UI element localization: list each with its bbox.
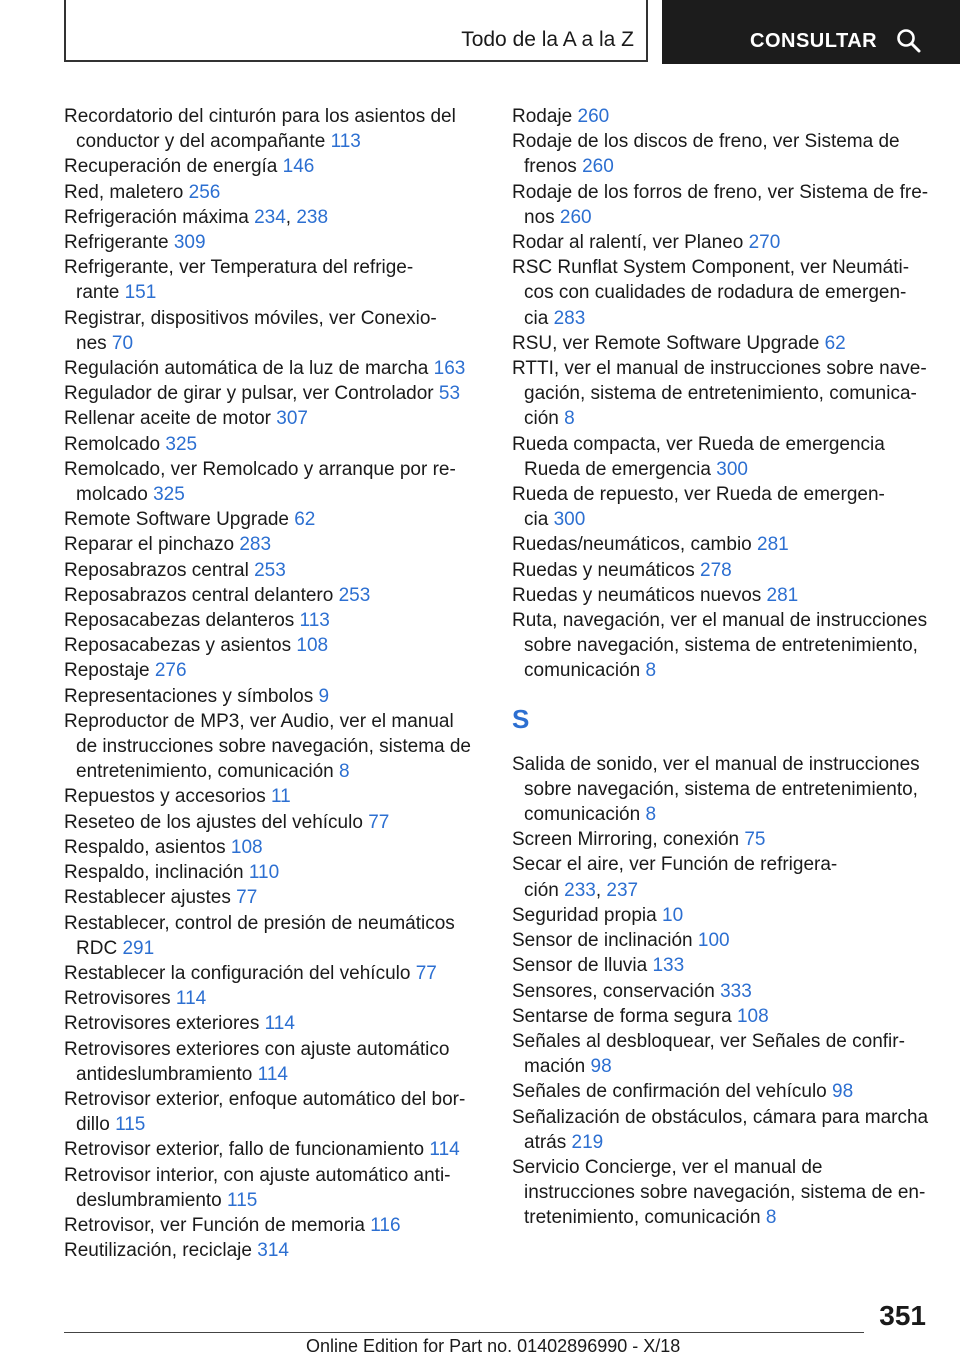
- page-reference-link[interactable]: 108: [736, 1005, 769, 1027]
- index-entry: [64, 583, 480, 608]
- page-reference-link[interactable]: 10: [662, 904, 684, 926]
- page-reference-link[interactable]: 77: [415, 962, 437, 984]
- index-entry-text: cia: [524, 509, 554, 531]
- page-reference-link[interactable]: 8: [765, 1207, 777, 1229]
- index-entry-text: Reposabrazos central: [64, 559, 255, 581]
- index-entry-text: Repostaje: [64, 660, 155, 682]
- index-entry: [64, 104, 480, 154]
- page-reference-link[interactable]: 114: [175, 988, 207, 1010]
- index-entry-text: Sensores, conservación: [512, 980, 721, 1002]
- index-entry-text: dillo: [76, 1114, 116, 1136]
- index-entry: [64, 709, 480, 785]
- page-reference-link[interactable]: 233: [564, 879, 596, 901]
- index-entry-text: Sentarse de forma segura: [512, 1005, 737, 1027]
- consult-button[interactable]: [662, 0, 960, 64]
- index-entry-text: deslumbramiento: [76, 1189, 228, 1211]
- page-reference-link[interactable]: 115: [227, 1189, 258, 1211]
- index-entry-text: Retrovisor interior, con ajuste automático anti-: [64, 1164, 451, 1186]
- index-entry-text: Sensor de lluvia: [512, 955, 653, 977]
- index-entry-text: Restablecer, control de presión de neumáticos: [64, 912, 455, 934]
- page-reference-link[interactable]: 77: [368, 811, 390, 833]
- index-entry: [512, 104, 932, 129]
- page-reference-link[interactable]: 8: [564, 408, 575, 430]
- index-entry-text: RDC: [76, 937, 123, 959]
- index-entry-text: Rueda de repuesto, ver Rueda de emergen-: [512, 484, 885, 506]
- index-entry: [512, 331, 932, 356]
- page-reference-link[interactable]: 260: [559, 206, 592, 228]
- index-entry: [512, 255, 932, 331]
- index-entry-text: RSC Runflat System Component, ver Neumáti-: [512, 257, 910, 279]
- index-entry: [64, 658, 480, 683]
- index-entry-text: RTTI, ver el manual de instrucciones sobre nave-: [512, 358, 927, 380]
- index-entry-text: Retrovisor exterior, enfoque automático del bor-: [64, 1088, 466, 1110]
- index-entry-text: comunicación: [524, 660, 646, 682]
- index-entry: [64, 180, 480, 205]
- index-entry: [64, 457, 480, 507]
- index-entry: [512, 1079, 932, 1104]
- index-entry: [64, 784, 480, 809]
- page-reference-link[interactable]: 133: [652, 955, 685, 977]
- index-entry-text: RSU, ver Remote Software Upgrade: [512, 332, 825, 354]
- index-entry-text: frenos: [524, 156, 583, 178]
- index-entry: Refrigeración máxima 234, 238: [64, 206, 329, 228]
- footer-divider: [64, 1332, 864, 1333]
- index-entry: [64, 381, 480, 406]
- index-entry: [512, 532, 932, 557]
- index-entry: [64, 835, 480, 860]
- index-entry-text: Recuperación de energía: [64, 156, 283, 178]
- index-entry-text: Reposabrazos central delantero: [64, 584, 339, 606]
- index-entry: [64, 885, 480, 910]
- page-reference-link[interactable]: 237: [606, 879, 639, 901]
- index-entry: [64, 507, 480, 532]
- index-entry-text: Reseteo de los ajustes del vehículo: [64, 811, 369, 833]
- index-entry: [64, 1037, 480, 1087]
- page-reference-link[interactable]: 151: [124, 282, 157, 304]
- index-entry: Secar el aire, ver Función de refrigera- ción 233, 237: [512, 854, 838, 901]
- index-entry: [64, 356, 480, 381]
- page-reference-link[interactable]: 333: [720, 980, 752, 1002]
- index-entry: [64, 432, 480, 457]
- index-entry: [512, 180, 932, 230]
- page-reference-link[interactable]: 116: [370, 1214, 401, 1236]
- footer-edition: Online Edition for Part no. 01402896990 - X/18: [306, 1336, 681, 1356]
- index-entry: [64, 810, 480, 835]
- index-entry: [512, 356, 932, 432]
- index-entry-text: cia: [524, 307, 554, 329]
- page-reference-link[interactable]: 238: [296, 206, 329, 228]
- page-reference-link[interactable]: 53: [438, 383, 461, 405]
- page-reference-link[interactable]: 278: [700, 559, 732, 581]
- page-reference-link[interactable]: 300: [553, 509, 586, 531]
- index-entry-text: Rodaje de los discos de freno, ver Sistema de: [512, 131, 900, 153]
- index-entry-text: mación: [524, 1056, 591, 1078]
- index-entry: [512, 979, 932, 1004]
- index-entry-text: Secar el aire, ver Función de refrigera-: [512, 854, 838, 876]
- index-entry-text: Recordatorio del cinturón para los asientos del: [64, 106, 456, 127]
- index-entry: [64, 255, 480, 305]
- index-entry: [64, 961, 480, 986]
- index-entry-text: Restablecer la configuración del vehículo: [64, 962, 416, 984]
- page-reference-link[interactable]: 291: [122, 937, 155, 959]
- index-entry-text: Registrar, dispositivos móviles, ver Conexio-: [64, 307, 437, 329]
- index-entry-text: Repuestos y accesorios: [64, 786, 271, 808]
- index-entry: [64, 633, 480, 658]
- page-reference-link[interactable]: 325: [165, 433, 198, 455]
- index-entry: [512, 583, 932, 608]
- index-group-r: [512, 104, 932, 684]
- index-entry-text: Rueda compacta, ver Rueda de emergencia: [512, 433, 885, 455]
- index-column-right: [512, 104, 932, 1231]
- index-entry-text: Señales al desbloquear, ver Señales de confir-: [512, 1030, 905, 1052]
- index-entry-text: tretenimiento, comunicación: [524, 1207, 766, 1229]
- page-reference-link[interactable]: 281: [766, 584, 799, 606]
- index-entry-text: Ruedas y neumáticos nuevos: [512, 584, 767, 606]
- index-entry: [64, 1238, 480, 1263]
- search-icon: [896, 28, 922, 54]
- index-entry-text: Refrigeración máxima: [64, 206, 255, 228]
- index-entry: [64, 986, 480, 1011]
- index-entry-text: Rueda de emergencia: [524, 458, 717, 480]
- index-entry-text: Reutilización, reciclaje: [64, 1240, 258, 1262]
- index-entry: [64, 154, 480, 179]
- index-entry-text: sobre navegación, sistema de entretenimiento,: [524, 635, 918, 657]
- index-entry-text: Rodaje: [512, 106, 578, 127]
- index-column-left: [64, 104, 480, 1263]
- index-entry: [512, 558, 932, 583]
- index-entry: [512, 953, 932, 978]
- index-entry-text: de instrucciones sobre navegación, sistema de: [76, 736, 472, 758]
- page-reference-link[interactable]: 114: [429, 1139, 460, 1161]
- index-entry-text: Ruta, navegación, ver el manual de instrucciones: [512, 610, 928, 632]
- page-number: 351: [879, 1300, 926, 1331]
- index-entry: [512, 129, 932, 179]
- index-entry-text: Refrigerante: [64, 232, 174, 254]
- index-entry-text: gación, sistema de entretenimiento, comunica-: [524, 383, 917, 405]
- page-reference-link[interactable]: 281: [757, 534, 789, 556]
- page-reference-link[interactable]: 283: [553, 307, 586, 329]
- index-entry: [512, 608, 932, 684]
- page-reference-link[interactable]: 253: [254, 559, 286, 581]
- page-reference-link[interactable]: 260: [582, 156, 614, 178]
- index-entry-text: Reposacabezas delanteros: [64, 610, 300, 632]
- index-entry-text: Respaldo, asientos: [64, 836, 231, 858]
- index-entry-text: Reposacabezas y asientos: [64, 635, 297, 657]
- index-entry-text: Retrovisores exteriores con ajuste automático: [64, 1038, 450, 1060]
- index-entry-text: nes: [76, 332, 112, 354]
- index-entry-text: Señales de confirmación del vehículo: [512, 1081, 833, 1103]
- index-entry-text: Sensor de inclinación: [512, 930, 698, 952]
- index-entry-text: Salida de sonido, ver el manual de instrucciones: [512, 753, 920, 775]
- index-entry-text: Servicio Concierge, ver el manual de: [512, 1156, 823, 1178]
- index-entry: [512, 928, 932, 953]
- page-reference-link[interactable]: 276: [154, 660, 187, 682]
- index-entry: [512, 1029, 932, 1079]
- index-entry-text: Ruedas y neumáticos: [512, 559, 700, 581]
- index-entry: [64, 230, 480, 255]
- index-entry-text: Retrovisores: [64, 988, 176, 1010]
- page-reference-link[interactable]: 283: [239, 534, 272, 556]
- page-reference-link[interactable]: 98: [832, 1081, 854, 1103]
- page-reference-link[interactable]: 8: [338, 761, 350, 783]
- index-entry: [64, 406, 480, 431]
- index-entry: [64, 1137, 480, 1162]
- page-reference-link[interactable]: 9: [318, 685, 330, 707]
- index-entry-text: cos con cualidades de rodadura de emergen-: [524, 282, 907, 304]
- page-reference-link[interactable]: 270: [748, 232, 781, 254]
- index-entry-text: Red, maletero: [64, 181, 189, 203]
- page-reference-link[interactable]: 234: [254, 206, 286, 228]
- index-entry: [64, 306, 480, 356]
- index-entry-text: atrás: [524, 1131, 572, 1153]
- page-reference-link[interactable]: 300: [716, 458, 748, 480]
- page-reference-link[interactable]: 75: [744, 829, 766, 851]
- page-reference-link[interactable]: 108: [230, 836, 263, 858]
- section-letter-s: S: [512, 703, 530, 734]
- page-reference-link[interactable]: 314: [257, 1240, 289, 1262]
- index-entry-text: Rellenar aceite de motor: [64, 408, 277, 430]
- page-reference-link[interactable]: 62: [294, 509, 316, 531]
- index-entry-text: Refrigerante, ver Temperatura del refrige-: [64, 257, 414, 279]
- index-entry-text: Reparar el pinchazo: [64, 534, 240, 556]
- index-entry-text: Rodaje de los forros de freno, ver Sistema de fre-: [512, 181, 929, 203]
- index-entry-text: nos: [524, 206, 560, 228]
- index-entry-text: Seguridad propia: [512, 904, 662, 926]
- page-reference-link[interactable]: 8: [645, 660, 657, 682]
- index-tab-label: Todo de la A a la Z: [461, 28, 634, 51]
- consult-label: CONSULTAR: [750, 30, 878, 52]
- index-entry: [512, 752, 932, 828]
- index-entry-text: Respaldo, inclinación: [64, 862, 249, 884]
- index-entry: [64, 608, 480, 633]
- index-entry: [64, 1213, 480, 1238]
- index-entry-text: Retrovisor, ver Función de memoria: [64, 1214, 371, 1236]
- page-reference-link[interactable]: 163: [433, 358, 466, 380]
- page-reference-link[interactable]: 256: [188, 181, 221, 203]
- index-entry: [512, 482, 932, 532]
- index-entry-text: ción: [524, 408, 565, 430]
- index-entry-text: Regulador de girar y pulsar, ver Controlador: [64, 383, 439, 405]
- index-entry: [64, 1087, 480, 1137]
- page-reference-link[interactable]: 98: [590, 1056, 612, 1078]
- index-entry: [512, 1004, 932, 1029]
- index-entry: [512, 230, 932, 255]
- page-reference-link[interactable]: 309: [173, 232, 206, 254]
- index-entry-text: Remolcado, ver Remolcado y arranque por re-: [64, 458, 456, 480]
- index-entry-text: Señalización de obstáculos, cámara para marcha: [512, 1106, 929, 1128]
- index-entry-text: Ruedas/neumáticos, cambio: [512, 534, 758, 556]
- index-entry: [64, 1163, 480, 1213]
- page-reference-link[interactable]: 108: [296, 635, 329, 657]
- index-tab[interactable]: [64, 0, 648, 62]
- index-entry-text: Representaciones y símbolos: [64, 685, 319, 707]
- index-entry-text: instrucciones sobre navegación, sistema de en-: [524, 1182, 926, 1204]
- index-entry: [64, 532, 480, 557]
- index-entry: [512, 1155, 932, 1231]
- page-reference-link[interactable]: 114: [257, 1063, 288, 1085]
- page-reference-link[interactable]: 110: [248, 862, 280, 884]
- index-entry-text: antideslumbramiento: [76, 1063, 258, 1085]
- index-entry: [64, 1011, 480, 1036]
- index-entry: [512, 827, 932, 852]
- index-entry-text: conductor y del acompañante: [76, 131, 331, 153]
- page-reference-link[interactable]: 8: [645, 804, 657, 826]
- page-reference-link[interactable]: 115: [115, 1114, 146, 1136]
- index-entry-text: Regulación automática de la luz de marcha: [64, 358, 434, 380]
- index-entry-text: molcado: [76, 484, 154, 506]
- index-entry: [512, 432, 932, 482]
- index-entry: [64, 684, 480, 709]
- index-entry-text: Retrovisores exteriores: [64, 1013, 265, 1035]
- page-reference-link[interactable]: 62: [824, 332, 846, 354]
- page-reference-link[interactable]: 113: [299, 610, 330, 632]
- index-entry-text: Remote Software Upgrade: [64, 509, 295, 531]
- page-header: [0, 0, 960, 66]
- page-reference-link[interactable]: 219: [571, 1131, 604, 1153]
- page-reference-link[interactable]: 260: [577, 106, 610, 127]
- page-reference-link[interactable]: 77: [236, 887, 258, 909]
- index-entry: [64, 911, 480, 961]
- page-reference-link[interactable]: 114: [264, 1013, 295, 1035]
- index-entry-text: sobre navegación, sistema de entretenimiento,: [524, 778, 918, 800]
- page-reference-link[interactable]: 113: [330, 131, 361, 153]
- page-reference-link[interactable]: 325: [153, 484, 185, 506]
- page-reference-link[interactable]: 11: [271, 786, 291, 808]
- index-entry: [512, 1105, 932, 1155]
- index-entry-text: Rodar al ralentí, ver Planeo: [512, 232, 749, 254]
- index-entry-text: ción: [524, 879, 565, 901]
- index-entry-text: Remolcado: [64, 433, 166, 455]
- index-entry-text: comunicación: [524, 804, 646, 826]
- page-reference-link[interactable]: 307: [276, 408, 308, 430]
- index-entry-text: Screen Mirroring, conexión: [512, 829, 745, 851]
- index-group-s: [512, 752, 932, 1231]
- index-entry-text: Reproductor de MP3, ver Audio, ver el manual: [64, 710, 454, 732]
- index-entry: [64, 860, 480, 885]
- index-entry-text: Restablecer ajustes: [64, 887, 237, 909]
- page-reference-link[interactable]: 253: [338, 584, 371, 606]
- page-reference-link[interactable]: 100: [697, 930, 730, 952]
- page-reference-link[interactable]: 70: [111, 332, 134, 354]
- index-entry-text: Retrovisor exterior, fallo de funcionamiento: [64, 1139, 430, 1161]
- index-entry-text: rante: [76, 282, 125, 304]
- index-entry: [512, 903, 932, 928]
- index-entry: [64, 558, 480, 583]
- index-entry-text: entretenimiento, comunicación: [76, 761, 339, 783]
- page-reference-link[interactable]: 146: [282, 156, 315, 178]
